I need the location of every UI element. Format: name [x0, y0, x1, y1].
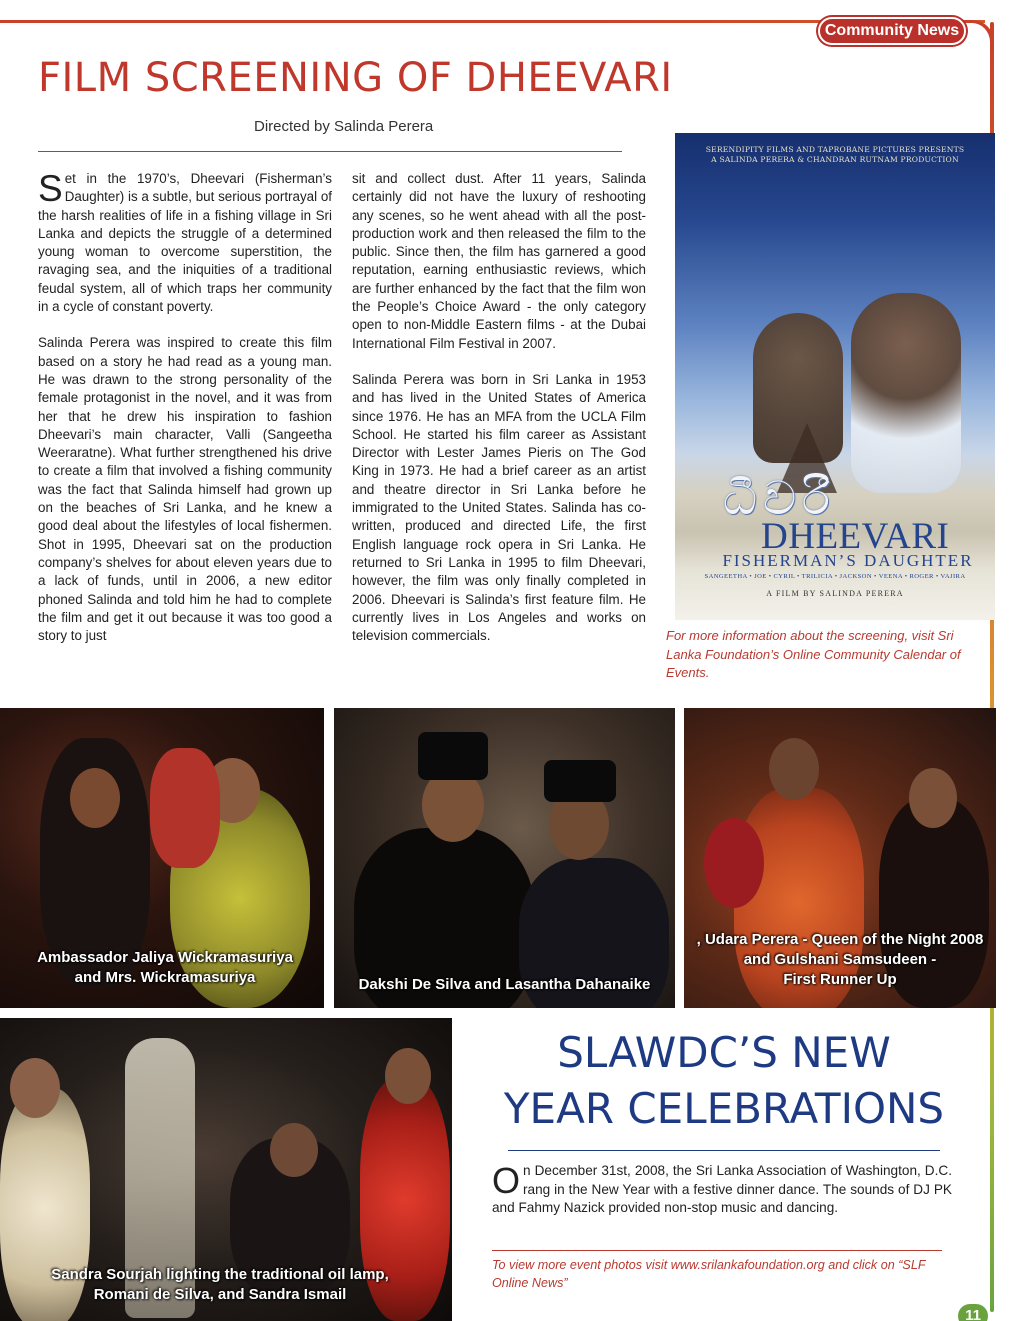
page-number: 11 — [958, 1304, 988, 1321]
photo-queen-of-night — [684, 708, 996, 1008]
article-column-1 — [38, 170, 332, 663]
title-divider — [38, 151, 622, 152]
photo-figure — [544, 760, 616, 802]
article-paragraph: Salinda Perera was inspired to create this film based on a story he had read as a young man. He was drawn to the strong personality of the female protagonist in the novel, and it was from her that he drew his inspiration to fashion Dheevari’s main character, Valli (Sangeetha Weeraratne). What further strengthened his drive to create a film that involved a fishing community was the fact that Salinda himself had grown up on the beaches of Sri Lanka, and he knew a good deal about the lifestyles of local fishermen. Shot in 1995, Dheevari sat on the production company’s shelves for about eleven years due to a lack of funds, until in 2006, a new editor phoned Salinda and told him he had to complete the film and get it out because it was too good a story to just — [38, 335, 332, 644]
caption-line: , Udara Perera - Queen of the Night 2008 — [696, 931, 984, 948]
article-title: FILM SCREENING OF DHEEVARI — [38, 55, 673, 101]
article-byline: Directed by Salinda Perera — [254, 118, 434, 135]
paragraph-text: et in the 1970’s, Dheevari (Fisherman’s Daughter) is a subtle, but serious portrayal of the harsh realities of life in a fishing village in Sri Lanka and depicts the struggle of a determined young woman to overcome superstition, the ravaging sea, and the iniquities of a traditional feudal system, all of which traps her community in a cycle of constant poverty. — [38, 171, 332, 315]
photo-ambassador — [0, 708, 324, 1008]
section-title-line: YEAR CELEBRATIONS — [503, 1084, 945, 1133]
drop-cap: S — [38, 168, 63, 209]
article-paragraph: Salinda Perera was born in Sri Lanka in 1953 and has lived in the United States of America since 1976. He has an MFA from the UCLA Film School. He started his film career as Assistant Director with Lester James Pieris on The God King in 1973. He had a brief career as an artist and theatre director in Sri Lanka before he immigrated to the United States. Salinda has co-written, produced and directed Life, the first English language rock opera in Sri Lanka. He returned to Sri Lanka in 1995 to film Dheevari, however, the film was only finally completed in 2006. Dheevari is Salinda’s first feature film. He currently lives in Los Angeles and works on television commercials. — [352, 371, 646, 644]
photo-figure — [385, 1048, 431, 1104]
photo-caption — [690, 930, 990, 990]
caption-line: and Gulshani Samsudeen - — [743, 951, 937, 968]
poster-title: DHEEVARI — [761, 516, 950, 557]
note-divider — [492, 1250, 942, 1251]
poster-cast: SANGEETHA • JOE • CYRIL • TRILICIA • JACKSON • VEENA • ROGER • VAJIRA — [704, 573, 966, 580]
poster-credits — [675, 145, 995, 165]
caption-line: Sandra Sourjah lighting the traditional oil lamp, — [51, 1266, 389, 1283]
poster-director: A FILM BY SALINDA PERERA — [766, 589, 904, 598]
photo-caption — [30, 1265, 410, 1305]
poster-subtitle: FISHERMAN’S DAUGHTER — [722, 551, 974, 570]
article-column-2 — [352, 170, 646, 663]
section-divider — [508, 1150, 940, 1151]
photo-figure — [909, 768, 957, 828]
photo-dakshi-lasantha — [334, 708, 675, 1008]
photo-figure — [769, 738, 819, 800]
poster-sinhala-title: ධීවරී — [723, 471, 836, 525]
caption-line: Dakshi De Silva and Lasantha Dahanaike — [358, 976, 651, 993]
poster-credit-line: SERENDIPITY FILMS AND TAPROBANE PICTURES PRESENTS — [705, 145, 965, 154]
photo-caption — [344, 975, 665, 995]
photos-link-note: To view more event photos visit www.srilankafoundation.org and click on “SLF Online News” — [492, 1258, 926, 1290]
photo-figure — [704, 818, 764, 908]
section-tab: Community News — [818, 17, 966, 45]
photo-caption — [20, 948, 310, 988]
caption-line: and Mrs. Wickramasuriya — [74, 969, 256, 986]
photo-figure — [70, 768, 120, 828]
paragraph-text: n December 31st, 2008, the Sri Lanka Association of Washington, D.C. rang in the New Year with a festive dinner dance. The sounds of DJ PK and Fahmy Nazick provided non-stop music and dancing. — [492, 1163, 952, 1215]
poster-figure-woman — [851, 293, 961, 493]
caption-line: Romani de Silva, and Sandra Ismail — [93, 1286, 347, 1303]
section-title-line: SLAWDC’S NEW — [557, 1028, 891, 1077]
photo-figure — [418, 732, 488, 780]
article-paragraph: sit and collect dust. After 11 years, Salinda certainly did not have the luxury of reshooting any scenes, so he went ahead with all the post-production work and then released the film to the public. Since then, the film has garnered a good reputation, earning enthusiastic reviews, which are further enhanced by the fact that the film won the People’s Choice Award - the only category open to non-Middle Eastern films - at the Dubai International Film Festival in 2007. — [352, 171, 646, 351]
poster-credit-line: A SALINDA PERERA & CHANDRAN RUTNAM PRODUCTION — [711, 155, 959, 164]
drop-cap: O — [492, 1160, 521, 1201]
film-poster — [675, 133, 995, 620]
article-paragraph — [38, 170, 332, 316]
caption-line: First Runner Up — [783, 971, 897, 988]
photo-oil-lamp — [0, 1018, 452, 1321]
section-title — [464, 1025, 984, 1137]
screening-info-note: For more information about the screening, visit Sri Lanka Foundation’s Online Community Calendar of Events. — [666, 628, 961, 680]
photo-figure — [150, 748, 220, 868]
photo-figure — [10, 1058, 60, 1118]
section-body — [492, 1162, 952, 1218]
photo-figure — [270, 1123, 318, 1177]
caption-line: Ambassador Jaliya Wickramasuriya — [37, 949, 293, 966]
